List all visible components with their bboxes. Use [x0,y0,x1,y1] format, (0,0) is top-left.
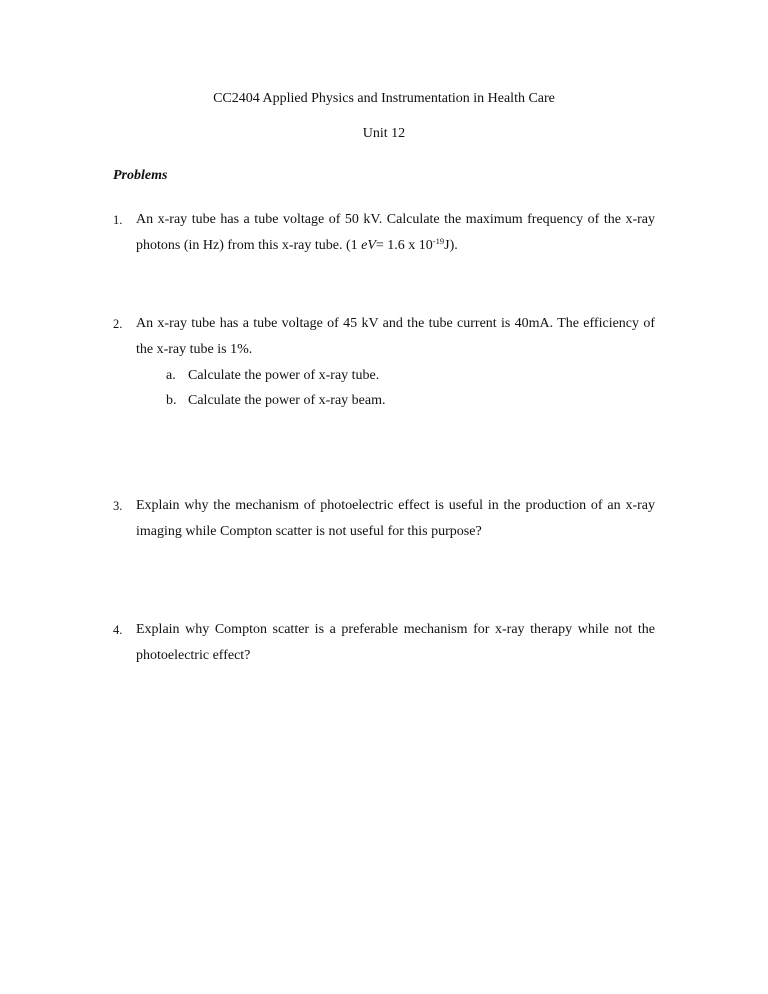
sub-question-text: Calculate the power of x-ray tube. [188,368,380,383]
sub-question [166,388,655,413]
problem-number: 3. [113,499,123,513]
problem-text-part: = 1.6 x 10 [375,238,433,253]
sub-question-letter: b. [166,393,177,408]
problem-text: Explain why the mechanism of photoelectric effect is useful in the production of an x-ray imaging while Compton scatter is not useful for this purpose? [136,498,655,539]
sub-question [166,363,655,388]
problem-text: An x-ray tube has a tube voltage of 45 kV and the tube current is 40mA. The efficiency of the x-ray tube is 1%. [136,316,655,357]
problem-1 [113,207,655,259]
sub-question-text: Calculate the power of x-ray beam. [188,393,386,408]
problem-4 [113,617,655,669]
problem-text-part: An x-ray tube has a tube voltage of 50 kV. Calculate the maximum frequency of the x-ray photons (in Hz) from this x-ray tube. (1 [136,212,655,253]
section-heading: Problems [113,168,168,183]
problem-2 [113,311,655,413]
sub-question-letter: a. [166,368,176,383]
problem-number: 2. [113,317,123,331]
course-title: CC2404 Applied Physics and Instrumentation in Health Care [213,91,555,106]
problem-text [136,207,655,259]
problem-number: 4. [113,623,123,637]
problem-text: Explain why Compton scatter is a preferable mechanism for x-ray therapy while not the photoelectric effect? [136,622,655,663]
problem-number: 1. [113,213,123,227]
problem-3 [113,493,655,545]
unit-title: Unit 12 [362,126,406,141]
problem-text-part: J). [444,238,458,253]
ev-symbol: eV [361,238,376,253]
sub-question-list [166,363,655,413]
exponent: -19 [432,236,445,246]
